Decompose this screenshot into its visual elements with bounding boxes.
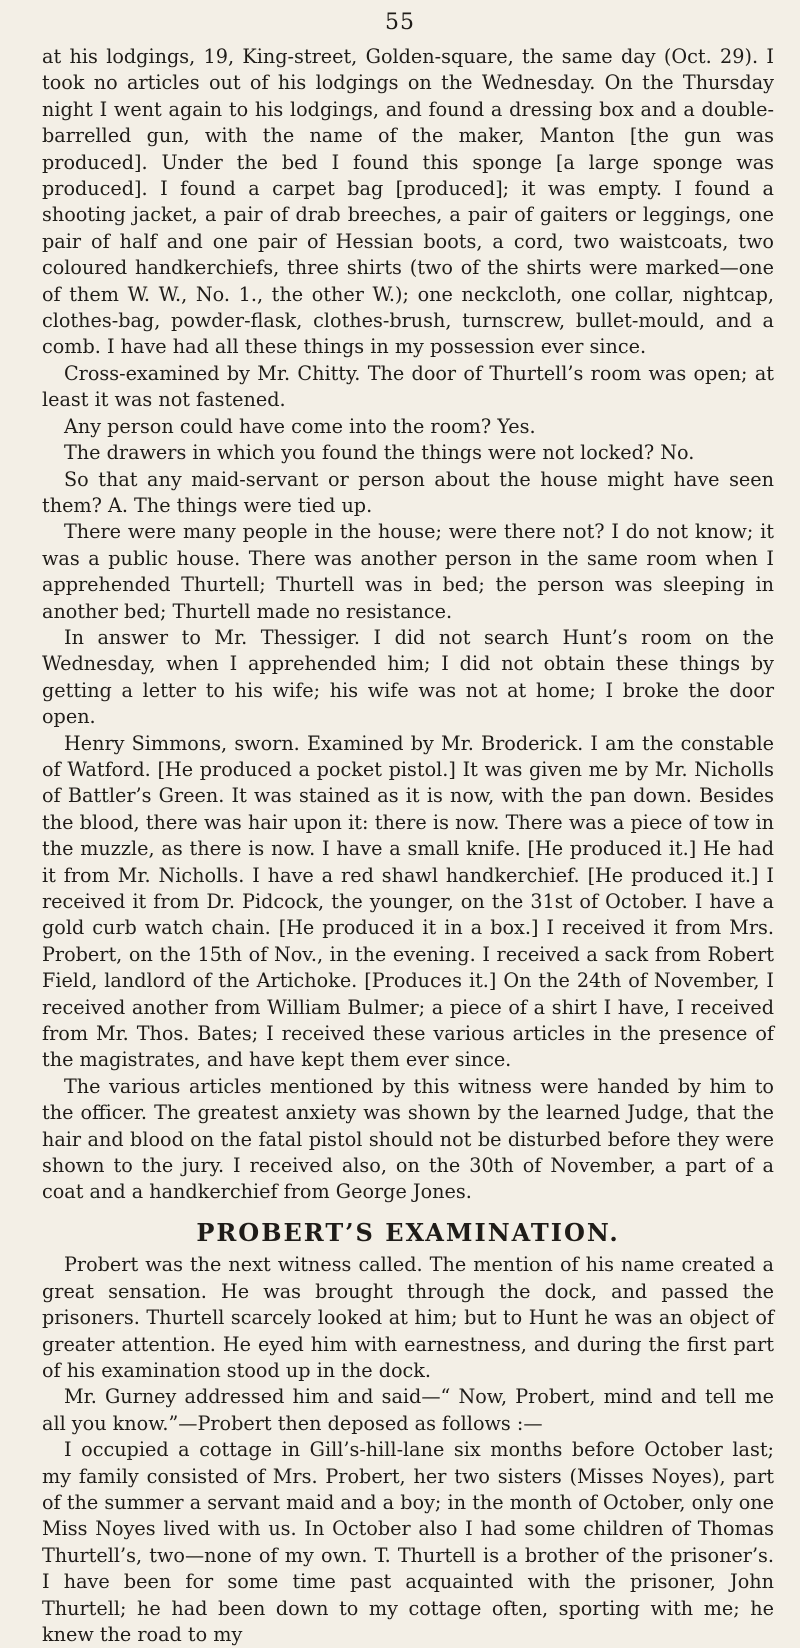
paragraph: The various articles mentioned by this witness were handed by him to the officer. The greatest anxiety was shown by the learned Judge, that the hair and blood on the fatal pistol should not be disturbed before they were shown to the jury. I received also, on the 30th of November, a part of a coat and a handkerchief from George Jones. (42, 1074, 774, 1204)
page-number: 55 (385, 10, 415, 35)
paragraph: The drawers in which you found the things were not locked? No. (64, 441, 695, 465)
paragraph: Probert was the next witness called. The mention of his name created a great sensation. He was brought through the dock, and passed the prisoners. Thurtell scarcely looked at him; but to Hunt he was an object of greater attention. He eyed him with earnestness, and during the first part of his examination stood up in the dock. (42, 1253, 774, 1382)
paragraph: at his lodgings, 19, King-street, Golden-square, the same day (Oct. 29). I took no articles out of his lodgings on the Wednesday. On the Thursday night I went again to his lodgings, and found a dressing box and a double-barrelled gun, with the name of the maker, Manton [the gun was produced]. Under the bed I found this sponge [a large sponge was produced]. I found a carpet bag [produced]; it was empty. I found a shooting jacket, a pair of drab breeches, a pair of gaiters or leggings, one pair of half and one pair of Hessian boots, a cord, two waistcoats, two coloured handkerchiefs, three shirts (two of the shirts were marked—one of them W. W., No. 1., the other W.); one neckcloth, one collar, nightcap, clothes-bag, powder-flask, clothes-brush, turnscrew, bullet-mould, and a comb. I have had all these things in my possession ever since. (42, 45, 774, 359)
paragraph: Any person could have come into the room? Yes. (64, 414, 536, 438)
paragraph: There were many people in the house; were there not? I do not know; it was a public house. There was another person in the same room when I apprehended Thurtell; Thurtell was in bed; the person was sleeping in another bed; Thurtell made no resistance. (42, 520, 774, 623)
paragraph: In answer to Mr. Thessiger. I did not search Hunt’s room on the Wednesday, when I apprehended him; I did not obtain these things by getting a letter to his wife; his wife was not at home; I broke the door open. (42, 625, 774, 729)
paragraph: Mr. Gurney addressed him and said—“ Now, Probert, mind and tell me all you know.”—Probert then deposed as follows :— (42, 1385, 774, 1435)
text-column (42, 44, 774, 1648)
paragraph: I occupied a cottage in Gill’s-hill-lane six months before October last; my family consisted of Mrs. Probert, her two sisters (Misses Noyes), part of the summer a servant maid and a boy; in the month of October, only one Miss Noyes lived with us. In October also I had some children of Thomas Thurtell’s, two—none of my own. T. Thurtell is a brother of the prisoner’s. I have been for some time past acquainted with the prisoner, John Thurtell; he had been down to my cottage often, sporting with me; he knew the road to my (42, 1438, 774, 1646)
paragraph: Henry Simmons, sworn. Examined by Mr. Broderick. I am the constable of Watford. [He produced a pocket pistol.] It was given me by Mr. Nicholls of Battler’s Green. It was stained as it is now, with the pan down. Besides the blood, there was hair upon it: there is now. There was a piece of tow in the muzzle, as there is now. I have a small knife. [He produced it.] He had it from Mr. Nicholls. I have a red shawl handkerchief. [He produced it.] I received it from Dr. Pidcock, the younger, on the 31st of October. I have a gold curb watch chain. [He produced it in a box.] I received it from Mrs. Probert, on the 15th of Nov., in the evening. I received a sack from Robert Field, landlord of the Artichoke. [Produces it.] On the 24th of November, I received another from William Bulmer; a piece of a shirt I have, I received from Mr. Thos. Bates; I received these various articles in the presence of the magistrates, and have kept them ever since. (42, 731, 774, 1072)
paragraph: So that any maid-servant or person about the house might have seen them? A. The things were tied up. (42, 467, 774, 517)
paragraph: Cross-examined by Mr. Chitty. The door of Thurtell’s room was open; at least it was not fastened. (42, 361, 774, 412)
section-heading: PROBERT’S EXAMINATION. (196, 1217, 620, 1247)
